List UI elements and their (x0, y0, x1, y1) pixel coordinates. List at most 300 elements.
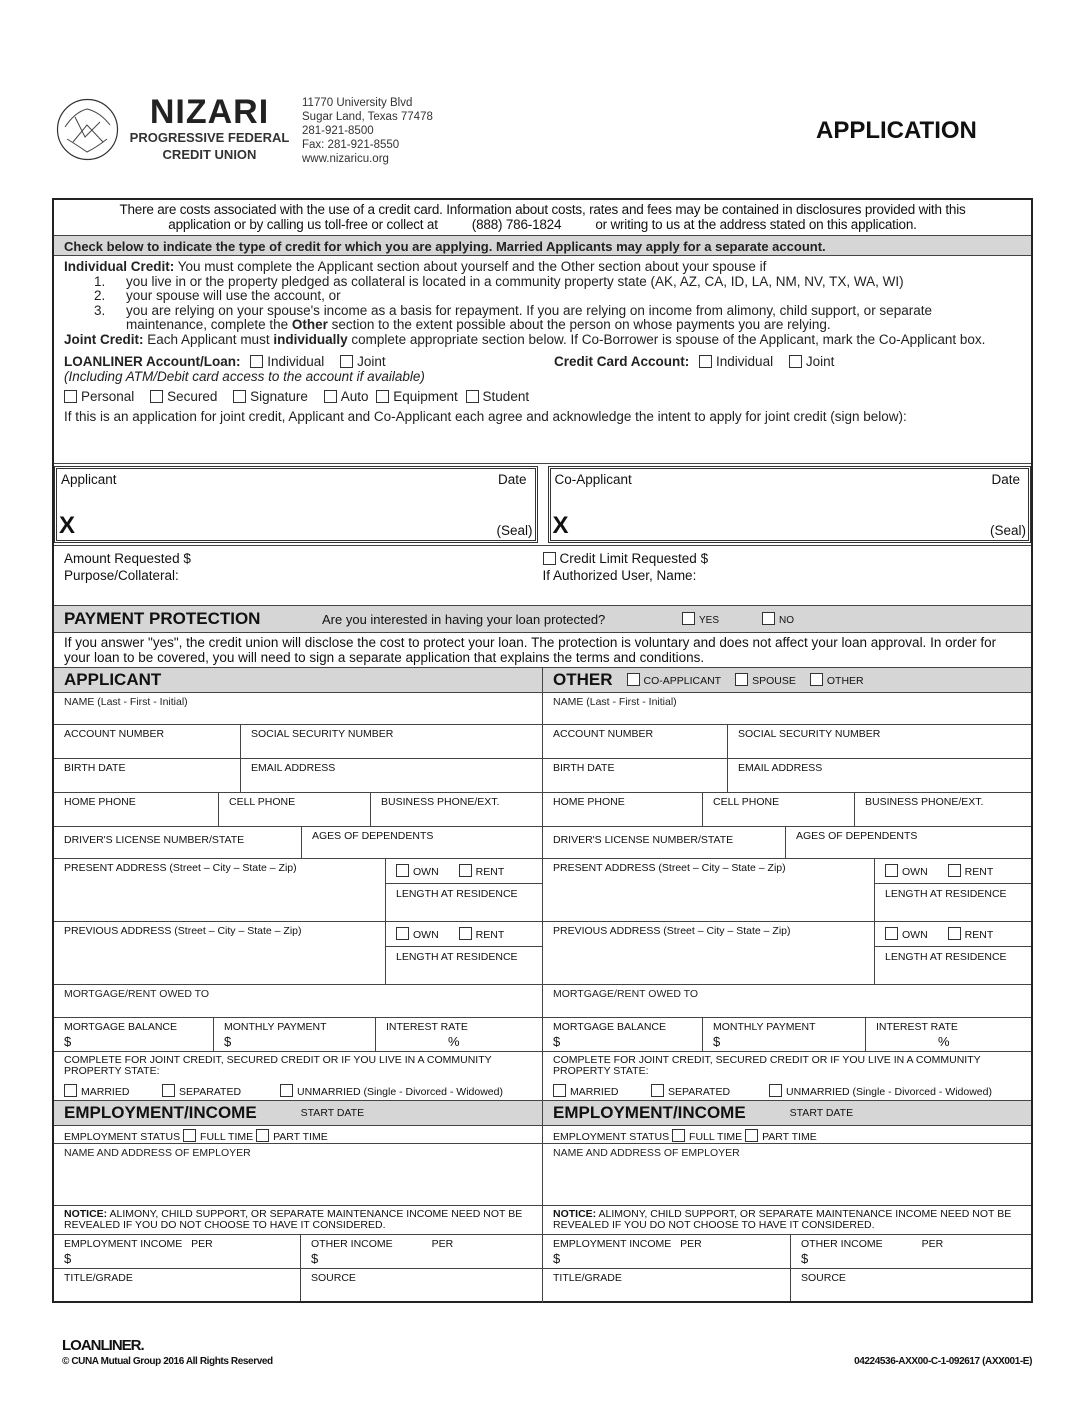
option-label: Individual (267, 354, 325, 369)
address-fax: Fax: 281-921-8550 (302, 139, 400, 151)
applicant-source-field[interactable] (301, 1269, 542, 1301)
field-label: CELL PHONE (229, 796, 296, 808)
option-label: FULL TIME (200, 1131, 254, 1143)
applicant-previous-address-row (54, 922, 542, 985)
loanliner-logo: LOANLINER. (62, 1337, 144, 1354)
joint-credit-text-b: complete appropriate section below. If Co-Borrower is spouse of the Applicant, mark the Co-Applicant box. (347, 331, 986, 347)
other-email-field[interactable] (728, 759, 1031, 792)
checkbox[interactable] (789, 355, 802, 368)
field-label: AGES OF DEPENDENTS (312, 830, 434, 842)
checkbox[interactable] (280, 1084, 293, 1097)
dollar-sign: $ (713, 1034, 721, 1049)
option-label: UNMARRIED (Single - Divorced - Widowed) (297, 1086, 503, 1098)
loanliner-joint-option[interactable] (340, 354, 386, 369)
applicant-account-field[interactable] (54, 725, 241, 758)
applicant-present-address-field[interactable] (54, 859, 386, 921)
length-at-residence-field[interactable] (875, 884, 1031, 904)
other-account-field[interactable] (543, 725, 728, 758)
other-employment-income-field[interactable] (543, 1235, 791, 1268)
checkbox[interactable] (762, 612, 775, 625)
individual-credit-list (64, 275, 1021, 333)
option-label: Secured (167, 389, 218, 404)
signature-x-mark: X (59, 512, 76, 539)
field-label: TITLE/GRADE (64, 1272, 133, 1284)
disclosure-line-2a: application or by calling us toll-free or collect at (168, 217, 438, 232)
other-cell-phone-field[interactable] (703, 793, 855, 826)
other-present-address-row (543, 859, 1031, 922)
field-label: CELL PHONE (713, 796, 780, 808)
disclosure-phone: (888) 786-1824 (471, 217, 562, 232)
field-label: LENGTH AT RESIDENCE (396, 888, 518, 900)
field-label: NAME AND ADDRESS OF EMPLOYER (553, 1147, 740, 1159)
option-label: SEPARATED (179, 1086, 242, 1098)
option-label: NO (779, 615, 794, 626)
field-label: PREVIOUS ADDRESS (Street – City – State – Zip) (553, 925, 791, 937)
credit-union-logo-icon (55, 97, 120, 162)
option-label: Auto (340, 389, 369, 404)
field-label: PREVIOUS ADDRESS (Street – City – State – Zip) (64, 925, 302, 937)
list-item (94, 304, 1021, 319)
start-date-label: START DATE (300, 1107, 365, 1119)
credit-union-address (302, 96, 433, 166)
field-label: LENGTH AT RESIDENCE (396, 951, 518, 963)
option-label: OWN (902, 866, 928, 878)
payment-protection-no[interactable] (762, 612, 842, 626)
list-item (94, 289, 1021, 304)
payment-protection-heading: PAYMENT PROTECTION (64, 609, 261, 628)
other-home-phone-field[interactable] (543, 793, 703, 826)
checkbox[interactable] (627, 673, 640, 686)
address-website[interactable]: www.nizaricu.org (302, 153, 389, 165)
own-option[interactable] (396, 864, 439, 878)
option-label: PART TIME (762, 1131, 817, 1143)
option-label: Student (482, 389, 530, 404)
field-label: MORTGAGE BALANCE (64, 1021, 177, 1033)
unmarried-option[interactable] (280, 1084, 503, 1098)
signature-area (54, 464, 1031, 546)
checkbox[interactable] (651, 1084, 664, 1097)
checkbox[interactable] (396, 927, 409, 940)
credit-cost-disclosure (54, 200, 1031, 236)
checkbox[interactable] (885, 864, 898, 877)
applicant-present-address-row (54, 859, 542, 922)
percent-sign: % (448, 1034, 460, 1049)
other-source-field[interactable] (791, 1269, 1031, 1301)
field-label: BIRTH DATE (64, 762, 126, 774)
brand-name: NIZARI (149, 93, 270, 131)
option-label: OWN (413, 866, 439, 878)
amount-section (54, 546, 1031, 606)
own-option[interactable] (396, 927, 439, 941)
field-label: DRIVER'S LICENSE NUMBER/STATE (64, 834, 245, 846)
list-text: you live in or the property pledged as collateral is located in a community property state (AK, AZ, CA, ID, LA, NM, NV, TX, WA, WI) (126, 273, 904, 289)
checkbox[interactable] (64, 1084, 77, 1097)
loan-type-options (64, 390, 1021, 405)
marital-instruction: COMPLETE FOR JOINT CREDIT, SECURED CREDIT OR IF YOU LIVE IN A COMMUNITY PROPERTY STATE: (553, 1054, 981, 1077)
other-column (542, 668, 1031, 1303)
signature-date-label: Date (497, 472, 527, 487)
field-label: HOME PHONE (553, 796, 625, 808)
notice-label: NOTICE: (553, 1208, 597, 1220)
payment-protection-question: Are you interested in having your loan protected? (322, 611, 606, 627)
address-street: 11770 University Blvd (302, 97, 413, 109)
option-label: SEPARATED (668, 1086, 731, 1098)
full-time-checkbox[interactable] (672, 1129, 685, 1142)
checkbox[interactable] (699, 355, 712, 368)
field-label: DRIVER'S LICENSE NUMBER/STATE (553, 834, 734, 846)
field-label: OTHER INCOME (801, 1238, 883, 1250)
other-previous-address-row (543, 922, 1031, 985)
other-license-field[interactable] (543, 827, 786, 858)
other-employer-field[interactable] (543, 1144, 1031, 1206)
field-label: AGES OF DEPENDENTS (796, 830, 918, 842)
applicant-name-field[interactable] (54, 693, 542, 725)
field-label: EMPLOYMENT INCOME (64, 1238, 183, 1250)
option-label: RENT (964, 929, 994, 941)
option-label: Joint (805, 354, 835, 369)
employment-heading: EMPLOYMENT/INCOME (553, 1103, 746, 1122)
other-title-field[interactable] (543, 1269, 791, 1301)
application-form (52, 198, 1033, 1303)
checkbox[interactable] (885, 927, 898, 940)
list-text: section to the extent possible about the person on whose payments you are relying. (327, 317, 831, 332)
checkbox[interactable] (340, 355, 353, 368)
checkbox[interactable] (324, 390, 337, 403)
list-number: 3. (94, 302, 106, 318)
checkbox[interactable] (396, 864, 409, 877)
dollar-sign: $ (64, 1034, 72, 1049)
address-phone: 281-921-8500 (302, 125, 374, 137)
notice-label: NOTICE: (64, 1208, 108, 1220)
other-mortgage-owed-field[interactable] (543, 985, 1031, 1018)
length-at-residence-field[interactable] (386, 884, 542, 904)
loan-type-secured[interactable] (150, 389, 217, 404)
disclosure-line-2b: or writing to us at the address stated on this application. (595, 217, 917, 232)
list-text: your spouse will use the account, or (126, 288, 341, 303)
checkbox[interactable] (543, 552, 556, 565)
applicant-column (54, 668, 542, 1303)
per-label: PER (191, 1238, 213, 1250)
field-label: NAME (Last - First - Initial) (64, 696, 188, 708)
field-label: MORTGAGE/RENT OWED TO (553, 988, 699, 1000)
field-label: PRESENT ADDRESS (Street – City – State – Zip) (553, 862, 786, 874)
other-business-phone-field[interactable] (855, 793, 1031, 826)
checkbox[interactable] (376, 390, 389, 403)
joint-credit-acknowledgement: If this is an application for joint credit, Applicant and Co-Applicant each agree and acknowledge the intent to apply for joint credit (sign below): (64, 408, 907, 424)
option-label: Personal (81, 389, 135, 404)
field-label: OTHER INCOME (311, 1238, 393, 1250)
option-label: SPOUSE (752, 675, 796, 687)
checkbox[interactable] (948, 927, 961, 940)
authorized-user-field[interactable]: If Authorized User, Name: (542, 568, 697, 583)
checkbox[interactable] (459, 927, 472, 940)
option-label: MARRIED (570, 1086, 619, 1098)
other-previous-address-field[interactable] (543, 922, 875, 984)
credit-type-banner: Check below to indicate the type of credit for which you are applying. Married Applicants may apply for a separate account. (54, 236, 1031, 256)
other-birth-date-field[interactable] (543, 759, 728, 792)
signature-seal: (Seal) (989, 523, 1026, 538)
individual-credit-label: Individual Credit: (64, 259, 175, 274)
applicant-birth-date-field[interactable] (54, 759, 241, 792)
credit-type-section (54, 256, 1031, 464)
checkbox[interactable] (466, 390, 479, 403)
checkbox[interactable] (948, 864, 961, 877)
field-label: BIRTH DATE (553, 762, 615, 774)
co-applicant-signature-box[interactable] (548, 466, 1032, 543)
length-at-residence-field[interactable] (875, 947, 1031, 967)
checkbox[interactable] (250, 355, 263, 368)
field-label: SOCIAL SECURITY NUMBER (738, 728, 881, 740)
option-label: YES (699, 615, 720, 626)
option-label: Joint (357, 354, 386, 369)
field-label: MONTHLY PAYMENT (713, 1021, 816, 1033)
own-option[interactable] (885, 927, 928, 941)
payment-protection-yes[interactable] (682, 612, 762, 626)
credit-card-joint-option[interactable] (789, 354, 835, 369)
option-label: UNMARRIED (Single - Divorced - Widowed) (786, 1086, 992, 1098)
field-label: INTEREST RATE (386, 1021, 468, 1033)
list-number: 1. (94, 273, 106, 289)
signature-x-mark: X (552, 512, 569, 539)
other-spouse-option[interactable] (735, 673, 796, 687)
applicant-ssn-field[interactable] (241, 725, 542, 758)
amount-requested-field[interactable]: Amount Requested $ (64, 551, 191, 566)
brand-subtitle-1: PROGRESSIVE FEDERAL (129, 130, 290, 145)
field-label: SOURCE (311, 1272, 356, 1284)
applicant-title-field[interactable] (54, 1269, 301, 1301)
loan-type-equipment[interactable] (376, 389, 458, 404)
applicant-interest-rate-field[interactable] (376, 1018, 542, 1051)
other-mortgage-balance-field[interactable] (543, 1018, 703, 1051)
field-label: INTEREST RATE (876, 1021, 958, 1033)
other-employment-status (543, 1126, 1031, 1144)
field-label: ACCOUNT NUMBER (64, 728, 165, 740)
field-label: Credit Limit Requested $ (559, 551, 709, 566)
applicant-previous-address-field[interactable] (54, 922, 386, 984)
option-label: MARRIED (81, 1086, 130, 1098)
marital-instruction: COMPLETE FOR JOINT CREDIT, SECURED CREDIT OR IF YOU LIVE IN A COMMUNITY PROPERTY STATE: (64, 1054, 492, 1077)
applicant-employment-status (54, 1126, 542, 1144)
brand-subtitle-2: CREDIT UNION (162, 147, 257, 162)
applicant-license-field[interactable] (54, 827, 302, 858)
joint-credit-text-a: Each Applicant must (143, 331, 274, 347)
applicant-employment-header (54, 1101, 542, 1126)
other-marital-status (543, 1052, 1031, 1101)
applicant-columns (54, 668, 1031, 1303)
field-label: EMAIL ADDRESS (738, 762, 823, 774)
applicant-signature-box[interactable] (54, 466, 538, 543)
form-code: 04224536-AXX00-C-1-092617 (AXX001-E) (854, 1356, 1032, 1367)
separated-option[interactable] (162, 1084, 280, 1098)
field-label: BUSINESS PHONE/EXT. (865, 796, 984, 808)
list-text-bold: Other (291, 317, 328, 332)
other-interest-rate-field[interactable] (866, 1018, 1031, 1051)
checkbox[interactable] (233, 390, 246, 403)
field-label: EMAIL ADDRESS (251, 762, 336, 774)
checkbox[interactable] (459, 864, 472, 877)
applicant-monthly-payment-field[interactable] (214, 1018, 376, 1051)
credit-card-individual-option[interactable] (699, 354, 773, 369)
checkbox[interactable] (162, 1084, 175, 1097)
option-label: CO-APPLICANT (643, 675, 722, 687)
loanliner-label: LOANLINER Account/Loan: (64, 354, 241, 369)
disclosure-line-1: There are costs associated with the use of a credit card. Information about costs, rates and fees may be contained in disclosures provided with this (119, 202, 966, 217)
field-label: BUSINESS PHONE/EXT. (381, 796, 500, 808)
signature-label: Applicant (61, 472, 117, 487)
signature-label: Co-Applicant (554, 472, 632, 487)
field-label: HOME PHONE (64, 796, 136, 808)
field-label: NAME AND ADDRESS OF EMPLOYER (64, 1147, 251, 1159)
field-label: LENGTH AT RESIDENCE (885, 951, 1007, 963)
option-label: RENT (475, 929, 505, 941)
dollar-sign: $ (553, 1251, 561, 1266)
option-label: Equipment (393, 389, 458, 404)
loan-type-student[interactable] (466, 389, 530, 404)
applicant-email-field[interactable] (241, 759, 542, 792)
purpose-collateral-field[interactable]: Purpose/Collateral: (64, 568, 179, 583)
length-at-residence-field[interactable] (386, 947, 542, 967)
full-time-checkbox[interactable] (183, 1129, 196, 1142)
credit-card-label: Credit Card Account: (554, 354, 690, 369)
page-title: APPLICATION (816, 117, 977, 144)
other-present-address-field[interactable] (543, 859, 875, 921)
payment-protection-note: If you answer "yes", the credit union will disclose the cost to protect your loan. The protection is voluntary and does not affect your loan approval. In order for your loan to be covered, you will need to sign a separate application that explains the terms and conditions. (54, 633, 1031, 668)
joint-credit-bold: individually (273, 331, 348, 347)
list-text: maintenance, complete the (126, 317, 292, 332)
rent-option[interactable] (459, 864, 505, 878)
applicant-mortgage-balance-field[interactable] (54, 1018, 214, 1051)
payment-protection-header (54, 606, 1031, 633)
own-option[interactable] (885, 864, 928, 878)
checkbox[interactable] (64, 390, 77, 403)
loanliner-note: (Including ATM/Debit card access to the account if available) (64, 368, 425, 384)
option-label: Individual (716, 354, 774, 369)
per-label: PER (431, 1238, 454, 1250)
field-label: SOURCE (801, 1272, 846, 1284)
other-employment-header (543, 1101, 1031, 1126)
applicant-mortgage-owed-field[interactable] (54, 985, 542, 1018)
field-label: PRESENT ADDRESS (Street – City – State – Zip) (64, 862, 297, 874)
rent-option[interactable] (459, 927, 505, 941)
checkbox[interactable] (150, 390, 163, 403)
unmarried-option[interactable] (769, 1084, 992, 1098)
credit-limit-field[interactable] (543, 550, 1022, 567)
field-label: MORTGAGE BALANCE (553, 1021, 666, 1033)
dollar-sign: $ (311, 1251, 319, 1266)
option-label: Signature (250, 389, 308, 404)
applicant-dependents-field[interactable] (302, 827, 542, 858)
list-text: you are relying on your spouse's income as a basis for repayment. If you are relying on income from alimony, child support, or separate (126, 302, 932, 318)
applicant-other-income-field[interactable] (301, 1235, 542, 1268)
other-dependents-field[interactable] (786, 827, 1031, 858)
per-label: PER (680, 1238, 702, 1250)
address-city: Sugar Land, Texas 77478 (302, 111, 433, 123)
list-number: 2. (94, 288, 106, 303)
other-monthly-payment-field[interactable] (703, 1018, 866, 1051)
other-name-field[interactable] (543, 693, 1031, 725)
list-item-continued (94, 318, 1021, 333)
checkbox[interactable] (553, 1084, 566, 1097)
other-income-notice (543, 1206, 1031, 1235)
rent-option[interactable] (948, 927, 994, 941)
part-time-checkbox[interactable] (256, 1129, 269, 1142)
field-label: LENGTH AT RESIDENCE (885, 888, 1007, 900)
applicant-business-phone-field[interactable] (371, 793, 542, 826)
notice-text: ALIMONY, CHILD SUPPORT, OR SEPARATE MAINTENANCE INCOME NEED NOT BE REVEALED IF YOU DO NOT CHOOSE TO HAVE IT CONSIDERED. (64, 1208, 523, 1231)
option-label: FULL TIME (689, 1131, 743, 1143)
field-label: MORTGAGE/RENT OWED TO (64, 988, 210, 1000)
option-label: PART TIME (273, 1131, 328, 1143)
separated-option[interactable] (651, 1084, 769, 1098)
individual-credit-text: You must complete the Applicant section about yourself and the Other section about your spouse if (174, 259, 767, 274)
loanliner-individual-option[interactable] (250, 354, 324, 369)
option-label: RENT (475, 866, 505, 878)
joint-credit-text (64, 333, 1021, 348)
married-option[interactable] (64, 1084, 162, 1098)
other-other-option[interactable] (810, 673, 864, 687)
field-label: ACCOUNT NUMBER (553, 728, 654, 740)
field-label: TITLE/GRADE (553, 1272, 622, 1284)
checkbox[interactable] (810, 673, 823, 686)
other-ssn-field[interactable] (728, 725, 1031, 758)
married-option[interactable] (553, 1084, 651, 1098)
notice-text: ALIMONY, CHILD SUPPORT, OR SEPARATE MAINTENANCE INCOME NEED NOT BE REVEALED IF YOU DO NOT CHOOSE TO HAVE IT CONSIDERED. (553, 1208, 1012, 1231)
field-label: SOCIAL SECURITY NUMBER (251, 728, 394, 740)
start-date-label: START DATE (789, 1107, 854, 1119)
other-heading: OTHER (553, 670, 613, 689)
applicant-income-notice (54, 1206, 542, 1235)
dollar-sign: $ (64, 1251, 72, 1266)
field-label: EMPLOYMENT STATUS (553, 1131, 670, 1143)
option-label: OWN (902, 929, 928, 941)
loan-type-auto[interactable] (324, 389, 369, 404)
loan-type-personal[interactable] (64, 389, 134, 404)
signature-seal: (Seal) (496, 523, 533, 538)
applicant-marital-status (54, 1052, 542, 1101)
applicant-home-phone-field[interactable] (54, 793, 219, 826)
applicant-header (54, 668, 542, 693)
applicant-employer-field[interactable] (54, 1144, 542, 1206)
percent-sign: % (938, 1034, 950, 1049)
checkbox[interactable] (769, 1084, 782, 1097)
loan-type-signature[interactable] (233, 389, 308, 404)
dollar-sign: $ (224, 1034, 232, 1049)
brand-block (122, 95, 297, 163)
employment-heading: EMPLOYMENT/INCOME (64, 1103, 257, 1122)
option-label: RENT (964, 866, 994, 878)
option-label: OTHER (826, 675, 864, 687)
rent-option[interactable] (948, 864, 994, 878)
field-label: EMPLOYMENT INCOME (553, 1238, 672, 1250)
dollar-sign: $ (553, 1034, 561, 1049)
option-label: OWN (413, 929, 439, 941)
field-label: MONTHLY PAYMENT (224, 1021, 327, 1033)
field-label: EMPLOYMENT STATUS (64, 1131, 181, 1143)
per-label: PER (921, 1238, 944, 1250)
copyright-text: © CUNA Mutual Group 2016 All Rights Reserved (62, 1356, 273, 1367)
signature-date-label: Date (991, 472, 1020, 487)
field-label: NAME (Last - First - Initial) (553, 696, 677, 708)
checkbox[interactable] (735, 673, 748, 686)
applicant-cell-phone-field[interactable] (219, 793, 371, 826)
other-other-income-field[interactable] (791, 1235, 1031, 1268)
part-time-checkbox[interactable] (745, 1129, 758, 1142)
list-item (94, 275, 1021, 290)
other-co-applicant-option[interactable] (627, 673, 722, 687)
applicant-employment-income-field[interactable] (54, 1235, 301, 1268)
dollar-sign: $ (801, 1251, 809, 1266)
checkbox[interactable] (682, 612, 695, 625)
